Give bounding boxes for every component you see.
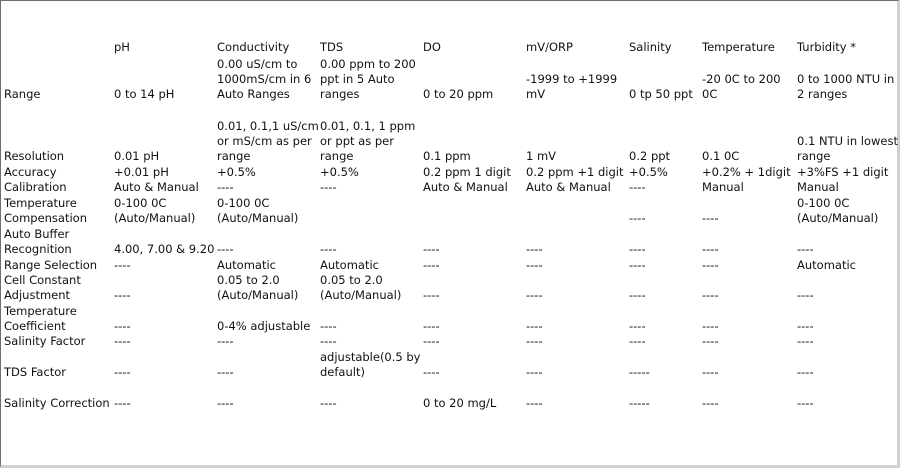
table-cell: 0 to 20 ppm: [423, 87, 494, 101]
table-cell: Manual: [702, 180, 744, 194]
row-label: Resolution: [4, 149, 65, 163]
table-cell: ----: [702, 242, 719, 256]
table-cell: ----: [114, 288, 131, 302]
header-cell-blank: [4, 38, 114, 55]
table-cell: ----: [217, 242, 234, 256]
table-cell: ----: [114, 319, 131, 333]
table-cell: ----: [629, 334, 646, 348]
table-cell: ----: [797, 334, 814, 348]
table-cell: ----: [320, 180, 337, 194]
table-cell: 0.2 ppm 1 digit: [423, 165, 511, 179]
table-row-temperature-coefficient: [4, 303, 901, 334]
table-cell: -20 0C to 200 0C: [702, 72, 781, 101]
table-cell: ----: [797, 288, 814, 302]
table-cell: 0-4% adjustable: [217, 319, 311, 333]
table-cell: ----: [114, 365, 131, 379]
table-cell: ----: [217, 396, 234, 410]
table-cell: Automatic: [217, 258, 276, 272]
table-row-salinity-correction: [4, 380, 901, 411]
table-cell: ----: [423, 365, 440, 379]
row-label: Range: [4, 87, 41, 101]
table-cell: ----: [526, 242, 543, 256]
table-cell: +0.2% + 1digit: [702, 165, 791, 179]
row-label: Range Selection: [4, 258, 98, 272]
table-row-accuracy: [4, 164, 901, 180]
table-row-auto-buffer: [4, 226, 901, 257]
row-label: Temperature Coefficient: [4, 304, 77, 333]
table-cell: Auto & Manual: [526, 180, 611, 194]
table-cell: -----: [629, 396, 650, 410]
table-row-resolution: [4, 102, 901, 164]
table-cell: ----: [629, 211, 646, 225]
table-cell: Auto & Manual: [423, 180, 508, 194]
row-label: Temperature Compensation: [4, 196, 87, 225]
table-cell: Auto & Manual: [114, 180, 199, 194]
row-label: TDS Factor: [4, 365, 67, 379]
table-cell: 0.2 ppt: [629, 149, 671, 163]
table-cell: +0.01 pH: [114, 165, 169, 179]
table-cell: 0.01 pH: [114, 149, 160, 163]
table-cell: 0.00 ppm to 200 ppt in 5 Auto ranges: [320, 57, 416, 101]
table-cell: Automatic: [320, 258, 379, 272]
table-cell: 0.01, 0.1, 1 ppm or ppt as per range: [320, 119, 416, 163]
header-cell-ph: pH: [114, 40, 130, 54]
table-row-temperature-compensation: [4, 195, 901, 226]
table-cell: ----: [702, 319, 719, 333]
table-cell: 0.1 0C: [702, 149, 740, 163]
table-row-cell-constant: [4, 273, 901, 303]
table-cell: 0-100 0C (Auto/Manual): [797, 196, 879, 225]
table-cell: 0.2 ppm +1 digit: [526, 165, 624, 179]
row-label: Calibration: [4, 180, 67, 194]
header-cell-tds: TDS: [320, 40, 344, 54]
table-cell: ----: [797, 242, 814, 256]
table-cell: 0.00 uS/cm to 1000mS/cm in 6 Auto Ranges: [217, 57, 312, 101]
row-label: Salinity Correction: [4, 396, 110, 410]
table-cell: ----: [526, 334, 543, 348]
table-cell: 0 to 14 pH: [114, 87, 175, 101]
table-cell: 0 to 20 mg/L: [423, 396, 497, 410]
table-cell: ----: [217, 334, 234, 348]
table-cell: ----: [702, 211, 719, 225]
table-cell: ----: [217, 180, 234, 194]
table-cell: ----: [629, 319, 646, 333]
table-cell: ----: [702, 396, 719, 410]
table-cell: 4.00, 7.00 & 9.20: [114, 242, 215, 256]
table-cell: 0-100 0C (Auto/Manual): [114, 196, 196, 225]
table-cell: ----: [797, 365, 814, 379]
table-cell: 0 tp 50 ppt: [629, 87, 693, 101]
row-label: Salinity Factor: [4, 334, 86, 348]
table-cell: ----: [629, 180, 646, 194]
table-cell: ----: [217, 365, 234, 379]
table-cell: [320, 195, 423, 226]
table-cell: ----: [320, 334, 337, 348]
table-cell: ----: [702, 334, 719, 348]
table-row-range-selection: [4, 257, 901, 273]
table-cell: ----: [320, 242, 337, 256]
table-cell: 0 to 1000 NTU in 2 ranges: [797, 72, 895, 101]
table-cell: ----: [526, 365, 543, 379]
table-cell: ----: [423, 258, 440, 272]
table-cell: ----: [526, 319, 543, 333]
table-cell: ----: [526, 288, 543, 302]
header-cell-do: DO: [423, 40, 441, 54]
table-row-range: [4, 55, 901, 102]
table-cell: ----: [797, 396, 814, 410]
table-cell: +0.5%: [320, 165, 359, 179]
table-cell: Automatic: [797, 258, 856, 272]
table-cell: [526, 195, 629, 226]
table-row-tds-factor: [4, 349, 901, 380]
table-cell: ----: [114, 396, 131, 410]
table-cell: 0.1 NTU in lowest range: [797, 134, 898, 163]
table-cell: ----: [702, 258, 719, 272]
specifications-table: [4, 38, 901, 411]
table-cell: ----: [526, 396, 543, 410]
table-cell: 0.05 to 2.0 (Auto/Manual): [320, 273, 402, 302]
table-cell: ----: [702, 288, 719, 302]
header-cell-salinity: Salinity: [629, 40, 672, 54]
row-label: Cell Constant Adjustment: [4, 273, 81, 302]
table-cell: +0.5%: [629, 165, 668, 179]
header-cell-temperature: Temperature: [702, 40, 775, 54]
table-cell: ----: [797, 319, 814, 333]
row-label: Auto Buffer Recognition: [4, 227, 72, 256]
table-cell: +3%FS +1 digit: [797, 165, 889, 179]
table-cell: ----: [423, 288, 440, 302]
row-label: Accuracy: [4, 165, 57, 179]
table-cell: ----: [702, 365, 719, 379]
header-row: [4, 38, 901, 55]
header-cell-turbidity: Turbidity *: [797, 40, 857, 54]
table-cell: ----: [423, 319, 440, 333]
table-row-salinity-factor: [4, 334, 901, 349]
table-cell: +0.5%: [217, 165, 256, 179]
table-cell: 0-100 0C (Auto/Manual): [217, 196, 299, 225]
table-cell: ----: [423, 334, 440, 348]
header-cell-conductivity: Conductivity: [217, 40, 290, 54]
table-cell: 0.05 to 2.0 (Auto/Manual): [217, 273, 299, 302]
table-cell: ----: [629, 242, 646, 256]
table-cell: ----: [629, 258, 646, 272]
table-cell: -----: [629, 365, 650, 379]
table-cell: ----: [629, 288, 646, 302]
table-cell: ----: [114, 258, 131, 272]
table-cell: 0.01, 0.1,1 uS/cm or mS/cm as per range: [217, 119, 319, 163]
table-cell: [423, 195, 526, 226]
table-cell: Manual: [797, 180, 839, 194]
table-cell: -1999 to +1999 mV: [526, 72, 618, 101]
table-cell: ----: [526, 258, 543, 272]
header-cell-mv-orp: mV/ORP: [526, 40, 573, 54]
table-cell: ----: [320, 319, 337, 333]
table-cell: 1 mV: [526, 149, 557, 163]
table-row-calibration: [4, 180, 901, 195]
table-cell: ----: [423, 242, 440, 256]
table-cell: ----: [320, 396, 337, 410]
table-cell: adjustable(0.5 by default): [320, 350, 421, 379]
table-cell: 0.1 ppm: [423, 149, 471, 163]
table-cell: ----: [114, 334, 131, 348]
